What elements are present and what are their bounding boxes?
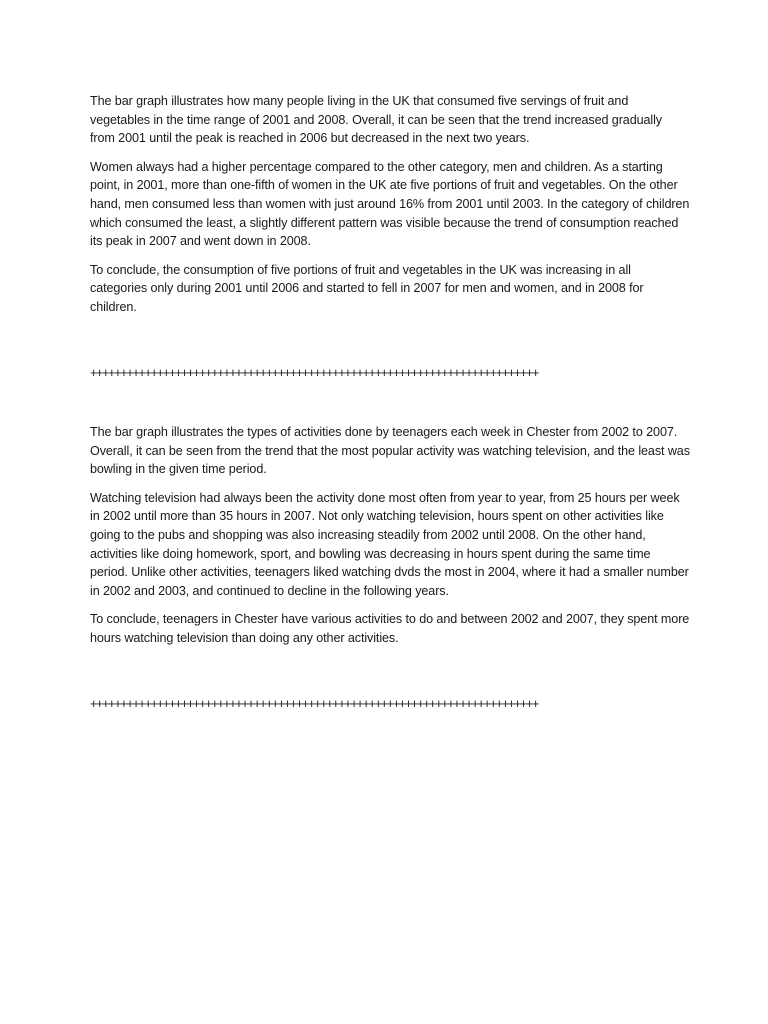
- spacer: [90, 657, 690, 695]
- spacer: [90, 383, 690, 423]
- paragraph-fruit-details: Women always had a higher percentage compared to the other category, men and children. As a starting point, in 2001, more than one-fifth of women in the UK ate five portions of fruit and vegetables. On the other hand, men consumed less than women with just around 16% from 2001 until 2003. In the category of children which consumed the least, a slightly different pattern was visible because the trend of consumption reached its peak in 2007 and went down in 2008.: [90, 159, 690, 249]
- paragraph-activities-details: Watching television had always been the activity done most often from year to year, from 25 hours per week in 2002 until more than 35 hours in 2007. Not only watching television, hours spent on other activities like going to the pubs and shopping was also increasing steadily from 2002 until 2008. On the other hand, activities like doing homework, sport, and bowling was decreasing in hours spent during the same time period. Unlike other activities, teenagers liked watching dvds the most in 2004, where it had a smaller number in 2002 and 2003, and continued to decline in the following years.: [90, 490, 689, 599]
- spacer: [90, 326, 690, 364]
- paragraph-activities-intro: The bar graph illustrates the types of activities done by teenagers each week in Chester from 2002 to 2007. Overall, it can be seen from the trend that the most popular activity was watching television, and the least was bowling in the given time period.: [90, 424, 690, 477]
- separator-line: ++++++++++++++++++++++++++++++++++++++++++++++++++++++++++++++++++++++++++: [90, 366, 539, 381]
- separator-line: ++++++++++++++++++++++++++++++++++++++++++++++++++++++++++++++++++++++++++: [90, 697, 539, 712]
- paragraph-fruit-intro: The bar graph illustrates how many people living in the UK that consumed five servings of fruit and vegetables in the time range of 2001 and 2008. Overall, it can be seen that the trend increased gradually from 2001 until the peak is reached in 2006 but decreased in the next two years.: [90, 94, 662, 146]
- paragraph-fruit-conclusion: To conclude, the consumption of five portions of fruit and vegetables in the UK was increasing in all categories only during 2001 until 2006 and started to fell in 2007 for men and women, and in 2008 for children.: [90, 262, 644, 315]
- document-body: [90, 92, 690, 714]
- paragraph-activities-conclusion: To conclude, teenagers in Chester have various activities to do and between 2002 and 2007, they spent more hours watching television than doing any other activities.: [90, 612, 690, 645]
